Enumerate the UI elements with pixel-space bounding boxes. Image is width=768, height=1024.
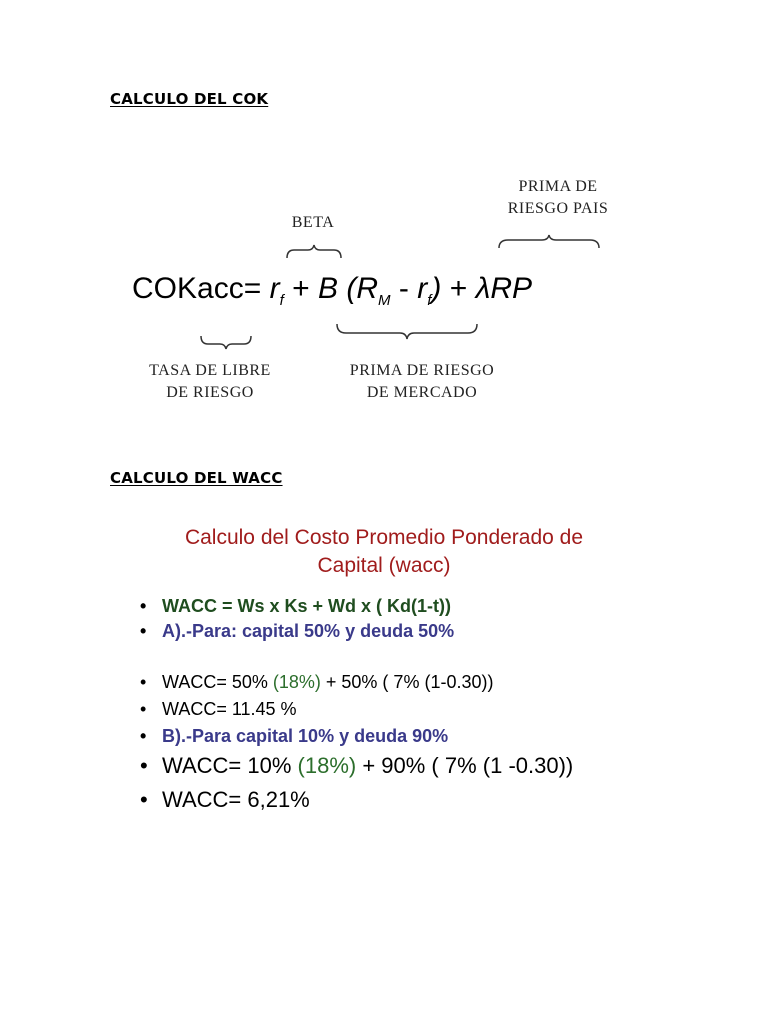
bullet-spacer xyxy=(140,642,573,672)
formula-lambda-rp: λRP xyxy=(475,272,533,305)
label-tasa-line2: DE RIESGO xyxy=(166,384,254,401)
formula-paren-close: ) xyxy=(431,272,442,305)
label-prima-line1: PRIMA DE RIESGO xyxy=(349,362,495,379)
formula-plus: + xyxy=(292,272,310,305)
label-prima-riesgo-mercado xyxy=(322,360,522,404)
label-tasa-libre-riesgo xyxy=(120,360,300,404)
brace-over-beta xyxy=(286,244,342,260)
calc-a-post: + 50% ( 7% (1-0.30)) xyxy=(320,672,494,692)
bullet-result-a: • WACC= 11.45 % xyxy=(140,699,573,720)
bullet-case-a: • A).-Para: capital 50% y deuda 50% xyxy=(140,621,573,642)
formula-rf-sub: f xyxy=(279,292,284,309)
brace-over-rp xyxy=(498,234,600,250)
label-prima-line2: DE MERCADO xyxy=(366,384,478,401)
formula-rf2: r xyxy=(417,272,428,305)
calc-b-post: + 90% ( 7% (1 -0.30)) xyxy=(356,753,574,778)
formula-rm: R xyxy=(356,272,378,305)
label-beta: BETA xyxy=(291,214,335,231)
cok-formula xyxy=(132,272,532,309)
bullet-case-b: • B).-Para capital 10% y deuda 90% xyxy=(140,726,573,747)
bullet-wacc-formula: • WACC = Ws x Ks + Wd x ( Kd(1-t)) xyxy=(140,596,573,617)
brace-under-market xyxy=(336,322,478,340)
formula-rf: r xyxy=(269,272,280,305)
brace-under-rf xyxy=(200,334,252,350)
formula-rf2-sub: f xyxy=(427,292,432,309)
formula-minus: - xyxy=(398,272,409,305)
bullet-calc-b xyxy=(140,753,573,779)
label-pais-line1: PRIMA DE xyxy=(518,178,598,195)
calc-a-green: (18%) xyxy=(272,672,321,692)
calc-b-green: (18%) xyxy=(297,753,357,778)
label-pais-line2: RIESGO PAIS xyxy=(507,200,609,217)
formula-equals: = xyxy=(243,272,262,305)
formula-rm-sub: M xyxy=(378,292,391,309)
heading-wacc: CALCULO DEL WACC xyxy=(110,469,283,487)
calc-b-pre: WACC= 10% xyxy=(162,753,298,778)
formula-beta: B xyxy=(317,272,338,305)
wacc-title-line2: Capital (wacc) xyxy=(317,554,451,577)
calc-a-pre: WACC= 50% xyxy=(162,672,273,692)
wacc-title-line1: Calculo del Costo Promedio Ponderado de xyxy=(184,526,584,549)
wacc-slide-title xyxy=(130,524,638,580)
formula-plus-2: + xyxy=(449,272,468,305)
label-tasa-line1: TASA DE LIBRE xyxy=(149,362,271,379)
formula-paren-open: ( xyxy=(346,272,357,305)
heading-cok: CALCULO DEL COK xyxy=(110,90,269,108)
bullet-result-b: • WACC= 6,21% xyxy=(140,787,573,813)
wacc-bullet-list xyxy=(140,596,573,821)
label-prima-riesgo-pais xyxy=(488,176,628,220)
bullet-calc-a xyxy=(140,672,573,693)
formula-lhs: COKacc xyxy=(132,272,244,305)
